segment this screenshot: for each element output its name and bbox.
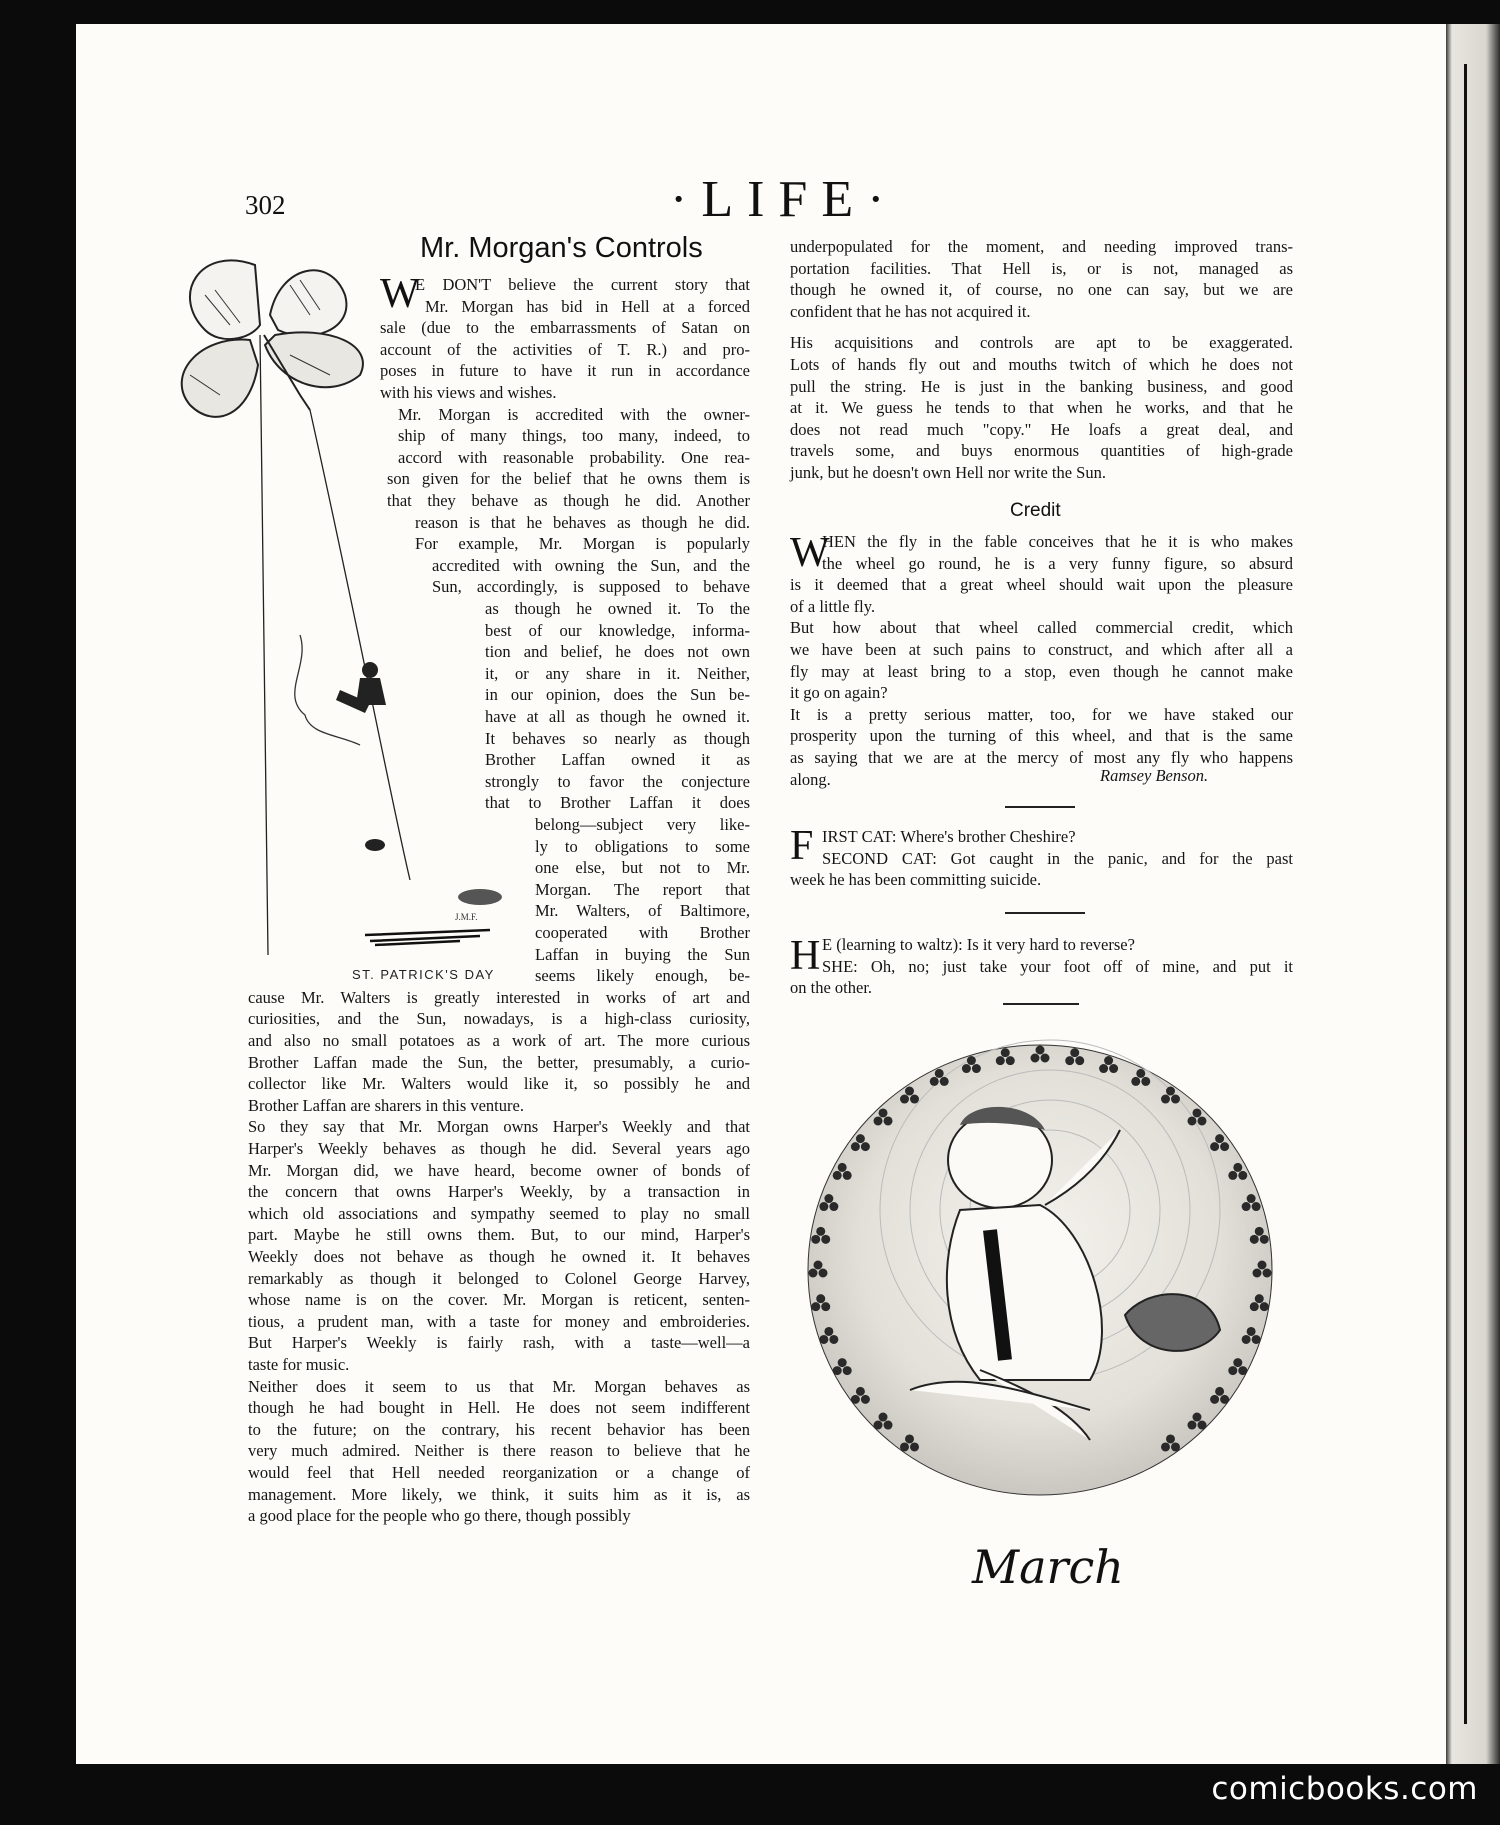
text-line: along. <box>790 769 831 789</box>
text-line: remarkably as though it belonged to Colonel George Harvey, <box>248 1268 750 1288</box>
clover-leaf <box>816 1294 825 1303</box>
text-line: whose name is on the cover. Mr. Morgan is reticent, senten- <box>248 1290 750 1310</box>
clover-leaf <box>1258 1261 1267 1270</box>
text-line: curiosities, and the Sun, nowadays, is a high-class curiosity, <box>248 1009 750 1029</box>
text-line: poses in future to have it run in accordance <box>380 361 750 381</box>
text-line: SHE: Oh, no; just take your foot off of mine, and put it <box>822 956 1293 976</box>
text-line: HEN the fly in the fable conceives that he it is who makes <box>822 532 1293 551</box>
clover-leaf <box>1263 1269 1272 1278</box>
divider <box>1003 1003 1079 1005</box>
clover-leaf <box>1166 1087 1175 1096</box>
clover-leaf <box>1215 1134 1224 1143</box>
clover-leaf <box>829 1202 838 1211</box>
article-title: Mr. Morgan's Controls <box>420 232 703 264</box>
text-line: But how about that wheel called commercial credit, which <box>790 618 1293 638</box>
text-line: SECOND CAT: Got caught in the panic, and for the past <box>822 848 1293 868</box>
text-line: is it deemed that a great wheel should wait upon the pleasure <box>790 575 1293 595</box>
text-line: His acquisitions and controls are apt to be exaggerated. <box>790 333 1293 353</box>
drop-cap: W <box>790 530 830 576</box>
clover-leaf <box>1260 1302 1269 1311</box>
text-line: portation facilities. That Hell is, or is not, managed as <box>790 258 1293 278</box>
text-line: IRST CAT: Where's brother Cheshire? <box>822 827 1076 846</box>
clover-leaf <box>1253 1269 1262 1278</box>
text-line: It is a pretty serious matter, too, for we have staked our <box>790 704 1293 724</box>
clover-leaf <box>1036 1046 1045 1055</box>
clover-leaf <box>1031 1054 1040 1063</box>
clover-leaf <box>996 1056 1005 1065</box>
text-line: Lots of hands fly out and mouths twitch of which he does not <box>790 355 1293 374</box>
clover-leaf <box>1171 1442 1180 1451</box>
clover-leaf <box>843 1171 852 1180</box>
text-line: junk, but he doesn't own Hell nor write the Sun. <box>790 463 1106 482</box>
text-line: seems likely enough, be- <box>535 966 750 986</box>
clover-leaf <box>879 1413 888 1422</box>
clover-leaf <box>856 1387 865 1396</box>
clover-leaf <box>814 1261 823 1270</box>
clover-leaf <box>1161 1442 1170 1451</box>
clover-leaf <box>910 1095 919 1104</box>
clover-leaf <box>1187 1116 1196 1125</box>
text-line: So they say that Mr. Morgan owns Harper's Weekly and that <box>248 1117 750 1137</box>
text-line: accredited with owning the Sun, and the <box>432 555 750 575</box>
clover-leaf <box>900 1095 909 1104</box>
kite-illustration <box>160 235 520 960</box>
text-line: management. More likely, we think, it suits him as it is, as <box>248 1484 750 1504</box>
text-line: Mr. Morgan has bid in Hell at a forced <box>425 296 750 316</box>
clover-leaf <box>1070 1048 1079 1057</box>
adjacent-page-edge <box>1446 24 1500 1764</box>
clover-leaf <box>1238 1171 1247 1180</box>
text-line: that they behave as though he did. Another <box>387 491 750 510</box>
drop-cap: W <box>380 271 420 317</box>
clover-leaf <box>910 1442 919 1451</box>
page-number: 302 <box>245 190 286 220</box>
text-line: Laffan in buying the Sun <box>535 944 750 964</box>
text-line: But Harper's Weekly is fairly rash, with a taste—well—a <box>248 1333 750 1353</box>
clover-leaf <box>1187 1421 1196 1430</box>
clover-leaf <box>905 1434 914 1443</box>
text-line: Harper's Weekly behaves as though he did. Several years ago <box>248 1139 750 1158</box>
clover-leaf <box>833 1171 842 1180</box>
text-line: the wheel go round, he is a very funny figure, so absurd <box>822 553 1293 573</box>
clover-leaf <box>861 1395 870 1404</box>
clover-leaf <box>1171 1095 1180 1104</box>
text-line: and also no small potatoes as a work of art. The more curious <box>248 1031 750 1050</box>
clover-leaf <box>816 1227 825 1236</box>
artist-signature: March <box>972 1540 1124 1594</box>
text-line: best of our knowledge, informa- <box>485 620 750 640</box>
drop-cap: H <box>790 933 821 979</box>
text-line: reason is that he behaves as though he did. <box>415 512 750 532</box>
clover-leaf <box>821 1235 830 1244</box>
clover-leaf <box>1210 1395 1219 1404</box>
text-line: as saying that we are at the mercy of most any fly who happens <box>790 748 1293 767</box>
drop-cap: F <box>790 823 814 869</box>
text-line: it, or any share in it. Neither, <box>485 663 750 683</box>
author-signature: Ramsey Benson. <box>1100 766 1209 785</box>
clover-leaf <box>856 1134 865 1143</box>
clover-leaf <box>1247 1194 1256 1203</box>
clover-leaf <box>1192 1413 1201 1422</box>
text-line: tion and belief, he does not own <box>485 642 750 662</box>
text-line: belong—subject very like- <box>535 815 750 834</box>
clover-leaf <box>1210 1142 1219 1151</box>
divider <box>1005 806 1075 808</box>
clover-leaf <box>905 1087 914 1096</box>
clover-leaf <box>1197 1116 1206 1125</box>
text-line: cause Mr. Walters is greatly interested in works of art and <box>248 987 750 1007</box>
text-line: ly to obligations to some <box>535 836 750 856</box>
clover-leaf <box>1065 1056 1074 1065</box>
text-line: with his views and wishes. <box>380 383 557 402</box>
clover-leaf <box>884 1421 893 1430</box>
clover-leaf <box>861 1142 870 1151</box>
text-line: which old associations and sympathy seemed to play no small <box>248 1203 750 1223</box>
clover-leaf <box>1233 1358 1242 1367</box>
clover-leaf <box>843 1366 852 1375</box>
clover-leaf <box>851 1395 860 1404</box>
text-line: underpopulated for the moment, and needing improved trans- <box>790 237 1293 256</box>
text-line: would feel that Hell needed reorganization or a change of <box>248 1463 750 1482</box>
clover-leaf <box>1075 1056 1084 1065</box>
clover-leaf <box>935 1069 944 1078</box>
clover-leaf <box>1255 1294 1264 1303</box>
text-line: it go on again? <box>790 683 888 703</box>
divider <box>1005 912 1085 914</box>
text-line: Brother Laffan made the Sun, the better, presumably, a curio- <box>248 1052 750 1072</box>
clover-leaf <box>874 1116 883 1125</box>
kite-caption: ST. PATRICK'S DAY <box>352 967 495 982</box>
clover-leaf <box>900 1442 909 1451</box>
text-line: account of the activities of T. R.) and pro- <box>380 339 750 359</box>
clover-leaf <box>1131 1077 1140 1086</box>
text-line: It behaves so nearly as though <box>485 728 750 748</box>
clover-leaf <box>1104 1056 1113 1065</box>
text-line: though he owned it, of course, no one can say, but we are <box>790 280 1293 300</box>
clover-leaf <box>1255 1227 1264 1236</box>
text-line: pull the string. He is just in the banking business, and good <box>790 376 1293 396</box>
clover-leaf <box>821 1302 830 1311</box>
clover-leaf <box>838 1358 847 1367</box>
text-line: Sun, accordingly, is supposed to behave <box>432 577 750 597</box>
clover-leaf <box>1242 1202 1251 1211</box>
clover-leaf <box>824 1194 833 1203</box>
text-line: Neither does it seem to us that Mr. Morgan behaves as <box>248 1376 750 1396</box>
text-line: collector like Mr. Walters would like it, so possibly he and <box>248 1074 750 1094</box>
clover-leaf <box>824 1327 833 1336</box>
text-line: prosperity upon the turning of this wheel, and that is the same <box>790 726 1293 746</box>
text-line: accord with reasonable probability. One rea- <box>398 447 750 467</box>
text-line: one else, but not to Mr. <box>535 858 750 878</box>
clover-leaf <box>829 1335 838 1344</box>
text-line: that to Brother Laffan it does <box>485 793 750 813</box>
clover-leaf <box>1136 1069 1145 1078</box>
text-line: of a little fly. <box>790 596 876 616</box>
clover-leaf <box>1250 1235 1259 1244</box>
clover-leaf <box>1041 1054 1050 1063</box>
text-line: we have been at such pains to construct, and which after all a <box>790 640 1293 659</box>
clover-leaf <box>1252 1335 1261 1344</box>
clover-leaf <box>940 1077 949 1086</box>
clover-leaf <box>833 1366 842 1375</box>
text-line: sale (due to the embarrassments of Satan on <box>380 318 750 338</box>
clover-leaf <box>874 1421 883 1430</box>
text-line: at it. We guess he tends to that when he works, and that he <box>790 398 1293 418</box>
clover-leaf <box>819 1335 828 1344</box>
clover-leaf <box>811 1235 820 1244</box>
text-line: E (learning to waltz): Is it very hard to reverse? <box>822 935 1135 954</box>
text-line: For example, Mr. Morgan is popularly <box>415 534 750 554</box>
clover-leaf <box>1099 1064 1108 1073</box>
text-line: confident that he has not acquired it. <box>790 301 1031 321</box>
clover-leaf <box>1109 1064 1118 1073</box>
text-line: Mr. Morgan did, we have heard, become owner of bonds of <box>248 1160 750 1180</box>
text-line: on the other. <box>790 978 873 998</box>
credit-title: Credit <box>1010 500 1061 521</box>
clover-leaf <box>1192 1108 1201 1117</box>
clover-leaf <box>819 1269 828 1278</box>
clover-leaf <box>1220 1142 1229 1151</box>
text-line: cooperated with Brother <box>535 923 750 942</box>
clover-leaf <box>1228 1366 1237 1375</box>
clover-leaf <box>851 1142 860 1151</box>
clover-leaf <box>1161 1095 1170 1104</box>
clover-leaf <box>930 1077 939 1086</box>
text-line: week he has been committing suicide. <box>790 870 1042 890</box>
text-line: Brother Laffan are sharers in this venture. <box>248 1095 524 1115</box>
clover-leaf <box>879 1108 888 1117</box>
text-line: very much admired. Neither is there reason to believe that he <box>248 1441 750 1461</box>
march-medallion-illustration <box>790 1030 1290 1510</box>
clover-leaf <box>1233 1163 1242 1172</box>
text-line: Morgan. The report that <box>535 879 750 899</box>
clover-leaf <box>1215 1387 1224 1396</box>
clover-leaf <box>962 1064 971 1073</box>
text-line: Weekly does not behave as though he owned it. It behaves <box>248 1247 750 1266</box>
text-line: Brother Laffan owned it as <box>485 750 750 770</box>
text-line: E DON'T believe the current story that <box>415 275 750 294</box>
clover-leaf <box>809 1269 818 1278</box>
text-line: the concern that owns Harper's Weekly, by a transaction in <box>248 1182 750 1202</box>
text-line: son given for the belief that he owns them is <box>387 469 750 489</box>
clover-leaf <box>819 1202 828 1211</box>
text-line: strongly to favor the conjecture <box>485 771 750 791</box>
clover-leaf <box>967 1056 976 1065</box>
text-line: taste for music. <box>248 1355 350 1374</box>
clover-leaf <box>1242 1335 1251 1344</box>
clover-leaf <box>1250 1302 1259 1311</box>
text-line: does not read much "copy." He loafs a great deal, and <box>790 419 1293 439</box>
text-line: have at all as though he owned it. <box>485 707 750 726</box>
text-line: in our opinion, does the Sun be- <box>485 685 750 705</box>
clover-leaf <box>1006 1056 1015 1065</box>
clover-leaf <box>1220 1395 1229 1404</box>
text-line: tious, a prudent man, with a taste for money and embroideries. <box>248 1311 750 1331</box>
clover-leaf <box>1238 1366 1247 1375</box>
text-line: to the future; on the contrary, his recent behavior has been <box>248 1419 750 1439</box>
clover-leaf <box>1197 1421 1206 1430</box>
text-line: ship of many things, too many, indeed, to <box>398 426 750 446</box>
text-line: fly may at least bring to a stop, even though he cannot make <box>790 661 1293 681</box>
text-line: though he had bought in Hell. He does not seem indifferent <box>248 1398 750 1418</box>
clover-leaf <box>1228 1171 1237 1180</box>
kite-initials: J.M.F. <box>455 912 478 922</box>
text-line: travels some, and buys enormous quantities of high-grade <box>790 441 1293 461</box>
clover-leaf <box>1252 1202 1261 1211</box>
text-line: part. Maybe he still owns them. But, to our mind, Harper's <box>248 1225 750 1245</box>
clover-leaf <box>1247 1327 1256 1336</box>
clover-leaf <box>1001 1048 1010 1057</box>
text-line: Mr. Morgan is accredited with the owner- <box>398 404 750 424</box>
clover-leaf <box>884 1116 893 1125</box>
text-line: as though he owned it. To the <box>485 599 750 618</box>
clover-leaf <box>838 1163 847 1172</box>
masthead: ·LIFE· <box>670 171 899 228</box>
clover-leaf <box>811 1302 820 1311</box>
clover-leaf <box>1166 1434 1175 1443</box>
site-watermark: comicbooks.com <box>1211 1771 1478 1807</box>
text-line: a good place for the people who go there, though possibly <box>248 1506 631 1526</box>
clover-leaf <box>972 1064 981 1073</box>
text-line: Mr. Walters, of Baltimore, <box>535 901 750 921</box>
clover-leaf <box>1260 1235 1269 1244</box>
clover-leaf <box>1141 1077 1150 1086</box>
